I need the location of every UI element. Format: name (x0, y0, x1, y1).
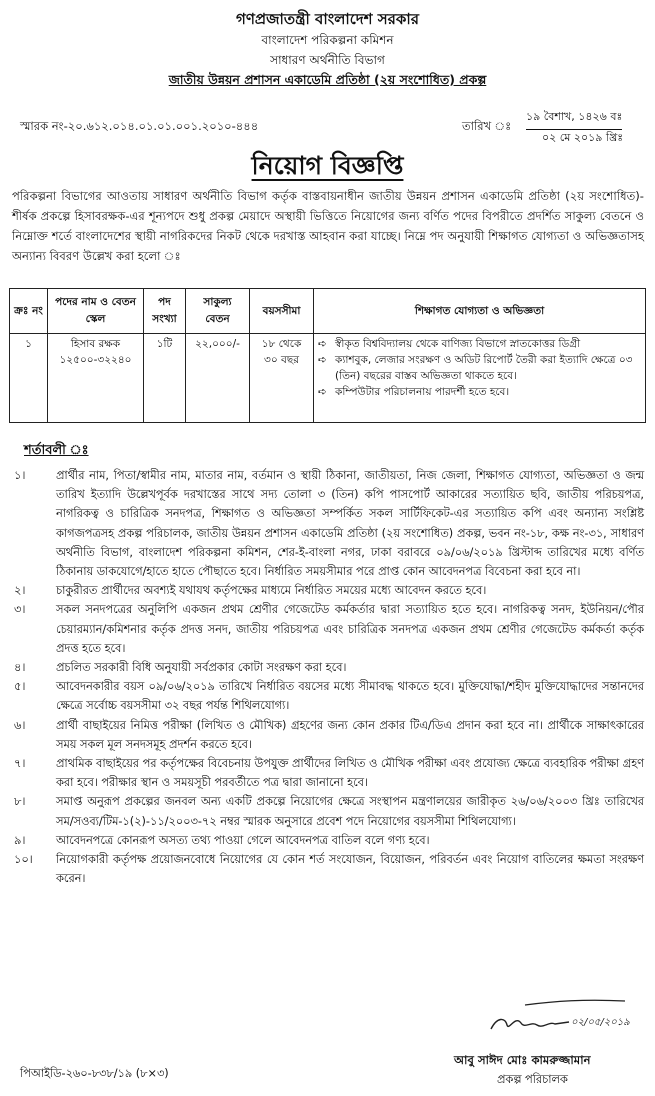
list-item (14, 716, 644, 754)
term-text: প্রচলিত সরকারী বিধি অনুযায়ী সর্বপ্রকার কোটা সংরক্ষণ করা হবে। (56, 661, 347, 675)
term-number: ৯। (14, 833, 26, 847)
term-text: প্রার্থী বাছাইয়ের নিমিত্ত পরীক্ষা (লিখিত ও মৌখিক) গ্রহণের জন্য কোন প্রকার টিএ/ডিএ প্রদান করা হবে না। প্রার্থীকে সাক্ষাৎকারের সময় সকল মূল সনদসমূহ প্রদর্শন করতে হবে। (56, 718, 644, 751)
term-text: প্রার্থীর নাম, পিতা/স্বামীর নাম, মাতার নাম, বর্তমান ও স্থায়ী ঠিকানা, জাতীয়তা, নিজ জেলা, শিক্ষাগত যোগ্যতা, অভিজ্ঞতা ও জন্ম তারিখ ইত্যাদি উল্লেখপূর্বক দরখাস্তের সাথে সদ্য তোলা ৩ (তিন) কপি পাসপোর্ট আকারের সত্যায়িত ছবি, জাতীয় পরিচয়পত্র, নাগরিকত্ব ও চারিত্রিক সনদপত্র, শিক্ষাগত ও অভিজ্ঞতা সম্পর্কিত সকল সার্টিফিকেট-এর সত্যায়িত কপি এবং অন্যান্য সংশ্লিষ্ট কাগজপত্রসহ প্রকল্প পরিচালক, জাতীয় উন্নয়ন প্রশাসন একাডেমি প্রতিষ্ঠা (২য় সংশোধিত) প্রকল্প, ভবন নং-১৮, কক্ষ নং-৩১, সাধারণ অর্থনীতি বিভাগ, বাংলাদেশ পরিকল্পনা কমিশন, শের-ই-বাংলা নগর, ঢাকা বরাবরে ০৯/০৬/২০১৯ খ্রিস্টাব্দ তারিখের মধ্যে বর্ণিত ঠিকানায় ডাকযোগে/হাতে হাতে পৌছাতে হবে। নির্ধারিত সময়সীমার পরে প্রাপ্ত কোন আবেদনপত্র বিবেচনা করা হবে না। (56, 469, 644, 579)
signatory-name: আবু সাঈদ মোঃ কামরুজ্জামান (454, 1053, 591, 1067)
list-item (14, 466, 644, 581)
notice-title (0, 146, 655, 189)
term-text: সমাপ্ত অনুরূপ প্রকল্পের জনবল অন্য একটি প্রকল্পে নিয়োগের ক্ষেত্রে সংস্থাপন মন্ত্রণালয়ের জারীকৃত ২৬/০৬/২০০৩ খ্রিঃ তারিখের সম/সওব্য/টিম-১(২)-১১/২০০৩-৭২ নম্বর স্মারক অনুসারে প্রবেশ পদে নিয়োগের বয়সসীমা শিথিলযোগ্য। (56, 795, 644, 828)
term-number: ৪। (14, 661, 26, 675)
division-name: সাধারণ অর্থনীতি বিভাগ (270, 53, 385, 67)
signature-date: ০২/০৫/২০১৯ (571, 1017, 630, 1028)
date-bangla: ১৯ বৈশাখ, ১৪২৬ বঃ (526, 108, 622, 130)
list-item (14, 581, 644, 600)
list-item (14, 600, 644, 658)
cell-post (48, 334, 144, 423)
list-item (318, 384, 641, 400)
requirement-list (318, 336, 641, 400)
government-name: গণপ্রজাতন্ত্রী বাংলাদেশ সরকার (236, 10, 419, 28)
term-number: ৬। (14, 718, 26, 732)
cell-serial: ১ (10, 334, 48, 423)
cell-count: ১টি (144, 334, 186, 423)
term-number: ৫। (14, 680, 26, 694)
signature-mark (485, 995, 635, 1039)
header-age: বয়সসীমা (250, 289, 314, 334)
signature-stroke (491, 1019, 569, 1029)
header-qualification: শিক্ষাগত যোগ্যতা ও অভিজ্ঞতা (314, 289, 646, 334)
footer-reference: পিআইডি-২৬০-৮৩৮/১৯ (৮×৩) (20, 1067, 169, 1080)
commission-name: বাংলাদেশ পরিকল্পনা কমিশন (261, 33, 394, 47)
term-number: ১। (14, 469, 26, 482)
term-number: ৭। (14, 757, 26, 771)
list-item (14, 792, 644, 830)
cell-qualification (314, 334, 646, 423)
date-english: ০২ মে ২০১৯ খ্রিঃ (542, 131, 624, 144)
arrow-icon: ➪ (318, 338, 327, 350)
terms-heading: শর্তাবলী ঃ (24, 443, 89, 458)
table-row (10, 334, 646, 423)
vacancy-table (9, 288, 646, 423)
term-text: আবেদনপত্রে কোনরূপ অসত্য তথ্য পাওয়া গেলে আবেদনপত্র বাতিল বলে গণ্য হবে। (56, 833, 430, 847)
list-item (14, 754, 644, 792)
cell-age: ১৮ থেকে ৩০ বছর (250, 334, 314, 423)
list-item (14, 677, 644, 715)
date-label: তারিখ ঃ (462, 119, 512, 133)
header-count: পদ সংখ্যা (144, 289, 186, 334)
requirement-text: স্বীকৃত বিশ্ববিদ্যালয় থেকে বাণিজ্য বিভাগে স্নাতকোত্তর ডিগ্রী (335, 338, 581, 350)
project-name: জাতীয় উন্নয়ন প্রশাসন একাডেমি প্রতিষ্ঠা (২য় সংশোধিত) প্রকল্প (168, 72, 487, 87)
arrow-icon: ➪ (318, 386, 327, 398)
notice-title-text: নিয়োগ বিজ্ঞপ্তি (251, 151, 404, 180)
term-number: ২। (14, 584, 26, 598)
post-name: হিসাব রক্ষক (70, 338, 121, 350)
pay-scale: ১২৫০০-৩২২৪০ (59, 354, 132, 366)
header-salary: সাকুল্য বেতন (186, 289, 250, 334)
list-item (14, 831, 644, 850)
term-number: ৮। (14, 795, 26, 809)
term-text: নিয়োগকারী কর্তৃপক্ষ প্রয়োজনবোধে নিয়োগের যে কোন শর্ত সংযোজন, বিয়োজন, পরিবর্তন এবং নিয়োগ বাতিলের ক্ষমতা সংরক্ষণ করেন। (56, 853, 644, 886)
list-item (318, 352, 641, 384)
arrow-icon: ➪ (318, 354, 327, 366)
cell-salary: ২২,০০০/- (186, 334, 250, 423)
list-item (14, 850, 644, 888)
term-text: প্রাথমিক বাছাইয়ের পর কর্তৃপক্ষের বিবেচনায় উপযুক্ত প্রার্থীদের লিখিত ও মৌখিক পরীক্ষা এবং প্রযোজ্য ক্ষেত্রে ব্যবহারিক পরীক্ষা গ্রহণ করা হবে। পরীক্ষার স্থান ও সময়সূচী পরবর্তীতে পত্র দ্বারা জানানো হবে। (56, 757, 644, 790)
requirement-text: কম্পিউটার পরিচালনায় পারদর্শী হতে হবে। (335, 386, 510, 398)
list-item (14, 658, 644, 677)
memo-number: স্মারক নং-২০.৬১২.০১৪.০১.০১.০০১.২০১০-৪৪৪ (20, 119, 259, 133)
intro-paragraph: পরিকল্পনা বিভাগের আওতায় সাধারণ অর্থনীতি বিভাগ কর্তৃক বাস্তবায়নাধীন জাতীয় উন্নয়ন প্রশাসন একাডেমি প্রতিষ্ঠা (২য় সংশোধিত)-শীর্ষক প্রকল্পে হিসাবরক্ষক-এর শূন্যপদে শুধু প্রকল্প মেয়াদে অস্থায়ী ভিত্তিতে নিয়োগের জন্য বর্ণিত পদের বিপরীতে প্রদর্শিত সাকুল্য বেতনে ও নিম্নোক্ত শর্তে বাংলাদেশের স্থায়ী নাগরিকদের নিকট থেকে দরখাস্ত আহবান করা যাচ্ছে। নিম্নে পদ অনুযায়ী শিক্ষাগত যোগ্যতা ও অভিজ্ঞতাসহ অন্যান্য বিবরণ উল্লেখ করা হলো ঃ (12, 189, 644, 263)
term-number: ১০। (14, 853, 33, 867)
requirement-text: ক্যাশবুক, লেজার সংরক্ষণ ও অডিট রিপোর্ট তৈরী করা ইত্যাদি ক্ষেত্রে ০৩ (তিন) বছরের বাস্তব অভিজ্ঞতা থাকতে হবে। (335, 354, 633, 382)
table-header-row (10, 289, 646, 334)
signatory-designation: প্রকল্প পরিচালক (497, 1073, 568, 1086)
term-number: ৩। (14, 603, 26, 617)
term-text: চাকুরীরত প্রার্থীদের অবশ্যই যথাযথ কর্তৃপক্ষের মাধ্যমে নির্ধারিত সময়ের মধ্যে আবেদন করতে হবে। (56, 584, 487, 598)
terms-list (14, 466, 644, 888)
header-post: পদের নাম ও বেতন স্কেল (48, 289, 144, 334)
signature-flourish (525, 1000, 625, 1005)
term-text: সকল সনদপত্রের অনুলিপি একজন প্রথম শ্রেণীর গেজেটেড কর্মকর্তার দ্বারা সত্যায়িত হতে হবে। নাগরিকত্ব সনদ, ইউনিয়ন/পৌর চেয়ারম্যান/কমিশনার কর্তৃক প্রদত্ত সনদ, জাতীয় পরিচয়পত্র এবং চারিত্রিক সনদপত্র একজন প্রথম শ্রেণীর গেজেটেড কর্মকর্তা কর্তৃক প্রদত্ত হতে হবে। (56, 603, 644, 655)
header-serial: ক্রঃ নং (10, 289, 48, 334)
term-text: আবেদনকারীর বয়স ০৯/০৬/২০১৯ তারিখে নির্ধারিত বয়সের মধ্যে সীমাবদ্ধ থাকতে হবে। মুক্তিযোদ্ধা/শহীদ মুক্তিযোদ্ধাদের সন্তানদের ক্ষেত্রে সর্বোচ্চ বয়সসীমা ৩২ বছর পর্যন্ত শিথিলযোগ্য। (56, 680, 644, 713)
list-item (318, 336, 641, 352)
